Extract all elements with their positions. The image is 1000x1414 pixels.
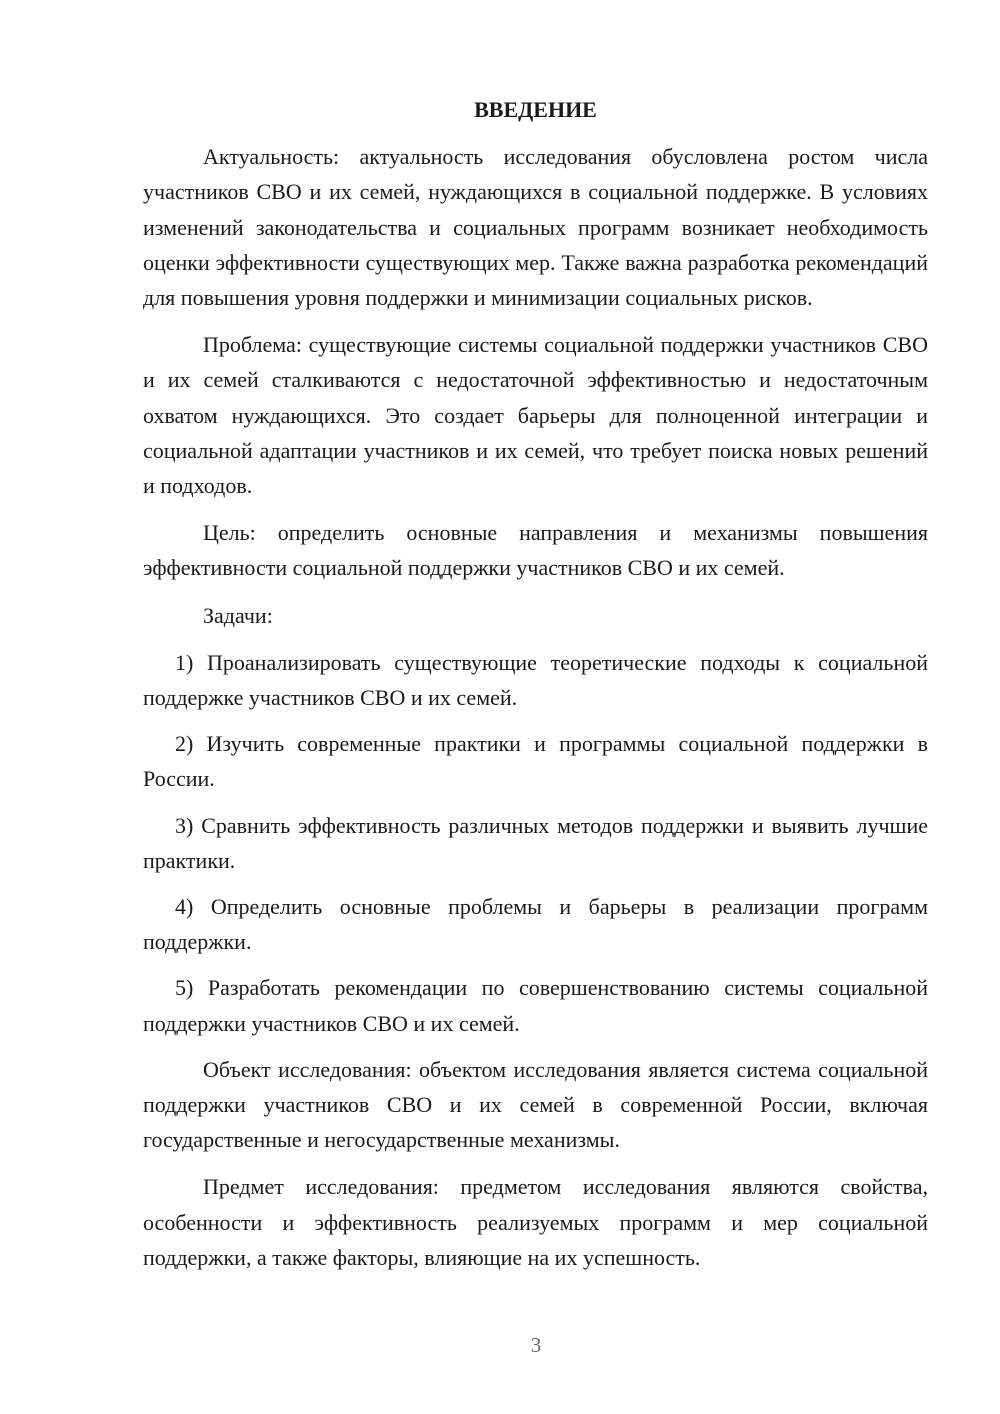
paragraph-problem: Проблема: существующие системы социальной поддержки участников СВО и их семей сталкиваются с недостаточной эффективностью и недостаточным охватом нуждающихся. Это создает барьеры для полноценной интеграции и социальной адаптации участников и их семей, что требует поиска новых решений и подходов. bbox=[143, 332, 928, 499]
task-item-3: 3) Сравнить эффективность различных методов поддержки и выявить лучшие практики. bbox=[143, 812, 928, 873]
paragraph-relevance: Актуальность: актуальность исследования обусловлена ростом числа участников СВО и их семей, нуждающихся в социальной поддержке. В условиях изменений законодательства и социальных программ возникает необходимость оценки эффективности существующих мер. Также важна разработка рекомендаций для повышения уровня поддержки и минимизации социальных рисков. bbox=[143, 144, 928, 311]
paragraph-subject: Предмет исследования: предметом исследования являются свойства, особенности и эффективность реализуемых программ и мер социальной поддержки, а также факторы, влияющие на их успешность. bbox=[143, 1174, 928, 1270]
page-number: 3 bbox=[530, 1333, 542, 1357]
task-item-1: 1) Проанализировать существующие теоретические подходы к социальной поддержке участников СВО и их семей. bbox=[143, 649, 928, 711]
paragraph-goal: Цель: определить основные направления и механизмы повышения эффективности социальной поддержки участников СВО и их семей. bbox=[143, 520, 928, 581]
tasks-heading: Задачи: bbox=[203, 602, 273, 628]
paragraph-object: Объект исследования: объектом исследования является система социальной поддержки участников СВО и их семей в современной России, включая государственные и негосударственные механизмы. bbox=[143, 1056, 928, 1153]
page-title: ВВЕДЕНИЕ bbox=[474, 97, 597, 122]
task-item-4: 4) Определить основные проблемы и барьеры в реализации программ поддержки. bbox=[143, 894, 928, 955]
task-item-2: 2) Изучить современные практики и программы социальной поддержки в России. bbox=[143, 731, 928, 792]
page-content bbox=[143, 92, 928, 1287]
task-item-5: 5) Разработать рекомендации по совершенствованию системы социальной поддержки участников СВО и их семей. bbox=[143, 975, 928, 1036]
